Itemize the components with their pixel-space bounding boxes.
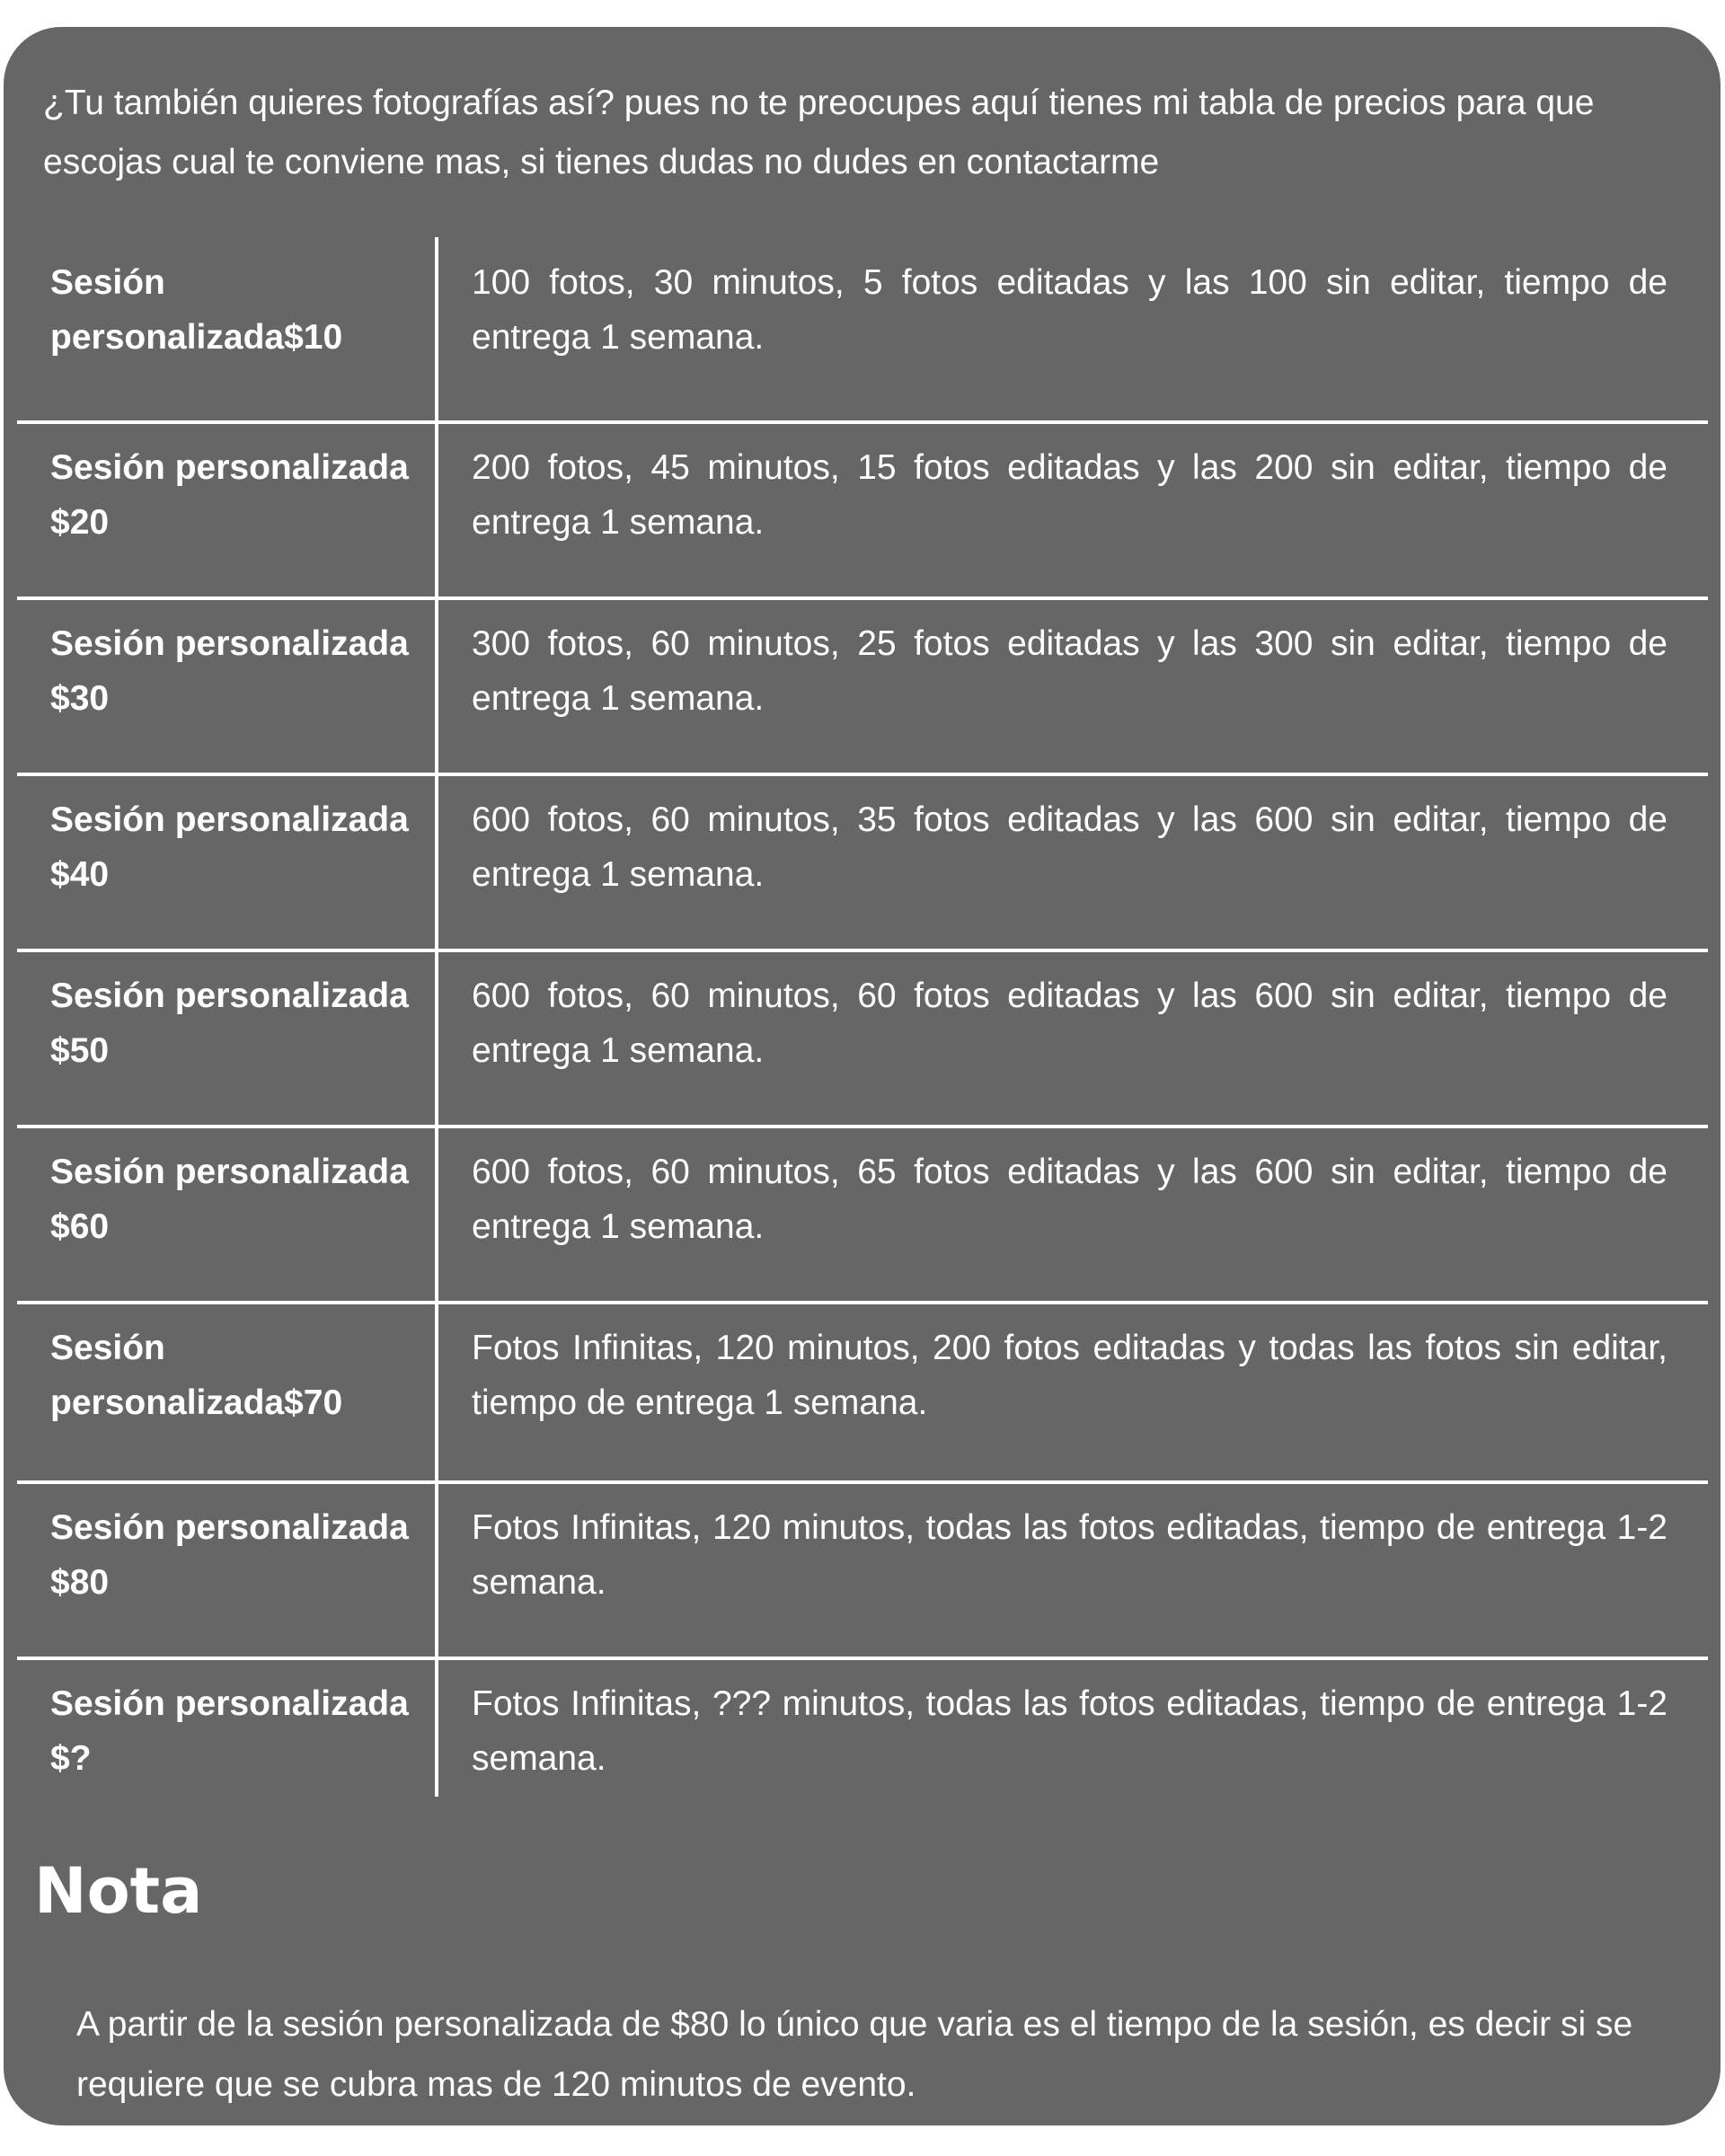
intro-text: ¿Tu también quieres fotografías así? pues no te preocupes aquí tienes mi tabla de precios para que escojas cual te conviene mas, si tienes dudas no dudes en contactarme <box>43 84 1595 181</box>
table-row <box>17 774 1708 950</box>
table-row <box>17 1482 1708 1658</box>
session-name: Sesión personalizada $30 <box>17 598 437 774</box>
session-name: Sesión personalizada $60 <box>17 1127 437 1303</box>
table-row <box>17 950 1708 1127</box>
session-description: 300 fotos, 60 minutos, 25 fotos editadas y las 300 sin editar, tiempo de entrega 1 semana. <box>437 598 1708 774</box>
session-name: Sesión personalizada$10 <box>17 237 437 422</box>
note-title: Nota <box>34 1854 203 1928</box>
session-description: Fotos Infinitas, 120 minutos, todas las fotos editadas, tiempo de entrega 1-2 semana. <box>437 1482 1708 1658</box>
table-row <box>17 1303 1708 1482</box>
price-table <box>17 237 1708 1797</box>
table-row <box>17 1658 1708 1797</box>
session-name: Sesión personalizada $50 <box>17 950 437 1127</box>
pricing-card <box>4 27 1721 2125</box>
table-row <box>17 422 1708 598</box>
note-text: A partir de la sesión personalizada de $80 lo único que varia es el tiempo de la sesión, es decir si se requiere que se cubra mas de 120 minutos de evento. <box>76 2005 1633 2104</box>
session-name: Sesión personalizada $20 <box>17 422 437 598</box>
session-name: Sesión personalizada$70 <box>17 1303 437 1482</box>
session-description: 200 fotos, 45 minutos, 15 fotos editadas y las 200 sin editar, tiempo de entrega 1 semana. <box>437 422 1708 598</box>
session-description: Fotos Infinitas, ??? minutos, todas las fotos editadas, tiempo de entrega 1-2 semana. <box>437 1658 1708 1797</box>
table-row <box>17 598 1708 774</box>
table-row <box>17 237 1708 422</box>
session-description: Fotos Infinitas, 120 minutos, 200 fotos editadas y todas las fotos sin editar, tiempo de entrega 1 semana. <box>437 1303 1708 1482</box>
session-name: Sesión personalizada $? <box>17 1658 437 1797</box>
session-description: 100 fotos, 30 minutos, 5 fotos editadas y las 100 sin editar, tiempo de entrega 1 semana. <box>472 263 1668 357</box>
session-name: Sesión personalizada $40 <box>17 774 437 950</box>
session-description: 600 fotos, 60 minutos, 60 fotos editadas y las 600 sin editar, tiempo de entrega 1 semana. <box>437 950 1708 1127</box>
session-name: Sesión personalizada $80 <box>17 1482 437 1658</box>
table-row <box>17 1127 1708 1303</box>
session-description: 600 fotos, 60 minutos, 35 fotos editadas y las 600 sin editar, tiempo de entrega 1 semana. <box>437 774 1708 950</box>
session-description: 600 fotos, 60 minutos, 65 fotos editadas y las 600 sin editar, tiempo de entrega 1 semana. <box>437 1127 1708 1303</box>
